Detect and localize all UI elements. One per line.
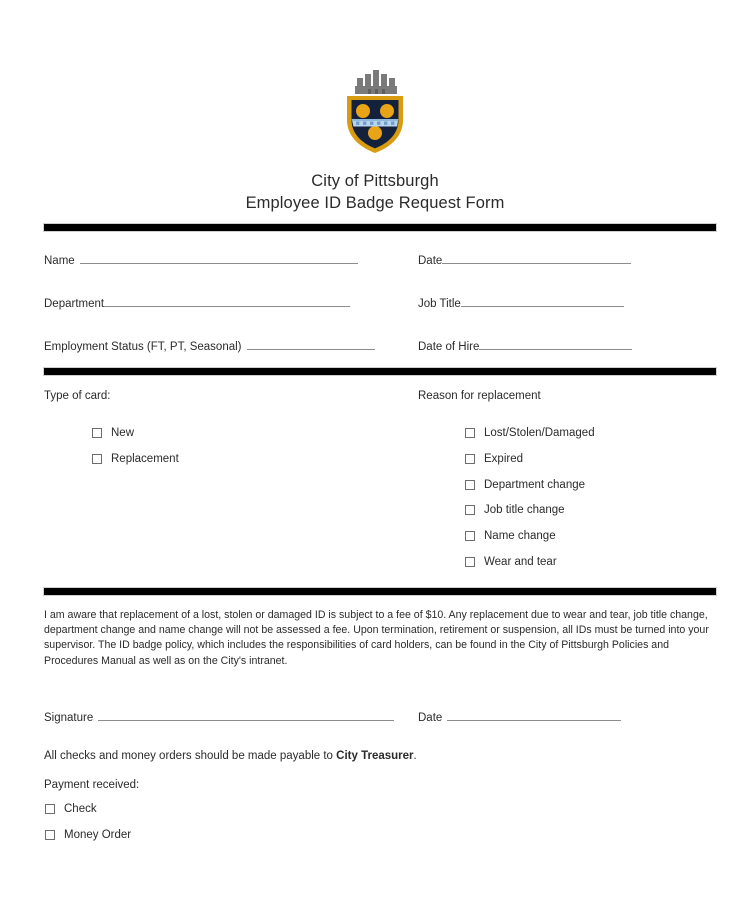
checkbox-row-replacement[interactable] — [92, 453, 179, 465]
checkbox-replacement-label: Replacement — [111, 453, 179, 465]
field-signature-label: Signature — [44, 712, 94, 724]
checkbox-wear-and-tear-label: Wear and tear — [484, 556, 557, 568]
checkbox-row-name-change[interactable] — [465, 530, 556, 542]
checkbox-check-label: Check — [64, 803, 97, 815]
checkbox-job-title-change-label: Job title change — [484, 504, 565, 516]
checkbox-job-title-change-icon[interactable] — [465, 505, 475, 515]
page-title — [0, 170, 750, 214]
checkbox-new-label: New — [111, 427, 135, 439]
field-department-label: Department — [44, 298, 105, 310]
replacement-reason-heading: Reason for replacement — [418, 390, 541, 402]
payable-prefix: All checks and money orders should be made payable to — [44, 750, 337, 762]
checkbox-expired-label: Expired — [484, 453, 523, 465]
field-name-label: Name — [44, 255, 75, 267]
field-date-input[interactable] — [442, 252, 631, 264]
payment-received-heading: Payment received: — [44, 779, 140, 791]
checkbox-department-change-label: Department change — [484, 479, 586, 491]
field-date-of-hire-label: Date of Hire — [418, 341, 480, 353]
field-signature[interactable] — [44, 709, 394, 724]
payable-payee: City Treasurer — [336, 750, 414, 762]
field-date-of-hire[interactable] — [418, 338, 632, 353]
checkbox-new-icon[interactable] — [92, 428, 102, 438]
field-signature-date-label: Date — [418, 712, 443, 724]
payable-suffix: . — [413, 750, 417, 762]
field-signature-date[interactable] — [418, 709, 621, 724]
checkbox-expired-icon[interactable] — [465, 454, 475, 464]
field-date[interactable] — [418, 252, 631, 267]
field-date-label: Date — [418, 255, 443, 267]
checkbox-name-change-label: Name change — [484, 530, 556, 542]
checkbox-money-order-label: Money Order — [64, 829, 132, 841]
checkbox-row-department-change[interactable] — [465, 479, 585, 491]
checkbox-wear-and-tear-icon[interactable] — [465, 557, 475, 567]
checkbox-row-lost-stolen-damaged[interactable] — [465, 427, 595, 439]
card-type-heading: Type of card: — [44, 390, 111, 402]
field-job-title[interactable] — [418, 295, 624, 310]
field-name[interactable] — [44, 252, 358, 267]
section-divider-bottom — [44, 588, 716, 595]
payable-note — [44, 750, 417, 762]
checkbox-check-icon[interactable] — [45, 804, 55, 814]
checkbox-row-check[interactable] — [45, 803, 97, 815]
checkbox-lost-stolen-damaged-label: Lost/Stolen/Damaged — [484, 427, 595, 439]
field-employment-status-input[interactable] — [247, 338, 375, 350]
field-job-title-label: Job Title — [418, 298, 461, 310]
checkbox-replacement-icon[interactable] — [92, 454, 102, 464]
checkbox-row-money-order[interactable] — [45, 829, 131, 841]
section-divider-middle — [44, 368, 716, 375]
checkbox-row-wear-and-tear[interactable] — [465, 556, 557, 568]
field-employment-status[interactable] — [44, 338, 375, 353]
field-signature-input[interactable] — [98, 709, 394, 721]
logo-container — [0, 64, 750, 156]
acknowledgement-text: I am aware that replacement of a lost, stolen or damaged ID is subject to a fee of $10. Any replacement due to wear and tear, job title change, department change and name change will not be assessed a fee. Upon termination, retirement or suspension, all IDs must be turned into your supervisor. The ID badge policy, which includes the responsibilities of card holders, can be found in the City of Pittsburgh Policies and Procedures Manual as well as on the City's intranet. — [44, 609, 709, 667]
checkbox-lost-stolen-damaged-icon[interactable] — [465, 428, 475, 438]
field-signature-date-input[interactable] — [447, 709, 621, 721]
title-line-city: City of Pittsburgh — [311, 172, 439, 190]
field-date-of-hire-input[interactable] — [479, 338, 632, 350]
field-name-input[interactable] — [80, 252, 358, 264]
checkbox-row-expired[interactable] — [465, 453, 523, 465]
field-job-title-input[interactable] — [461, 295, 624, 307]
field-employment-status-label: Employment Status (FT, PT, Seasonal) — [44, 341, 242, 353]
field-department[interactable] — [44, 295, 350, 310]
checkbox-money-order-icon[interactable] — [45, 830, 55, 840]
checkbox-row-job-title-change[interactable] — [465, 504, 565, 516]
field-department-input[interactable] — [104, 295, 350, 307]
city-of-pittsburgh-crest-icon — [339, 64, 411, 156]
title-line-form: Employee ID Badge Request Form — [245, 194, 505, 212]
checkbox-department-change-icon[interactable] — [465, 480, 475, 490]
checkbox-row-new[interactable] — [92, 427, 134, 439]
section-divider-top — [44, 224, 716, 231]
checkbox-name-change-icon[interactable] — [465, 531, 475, 541]
